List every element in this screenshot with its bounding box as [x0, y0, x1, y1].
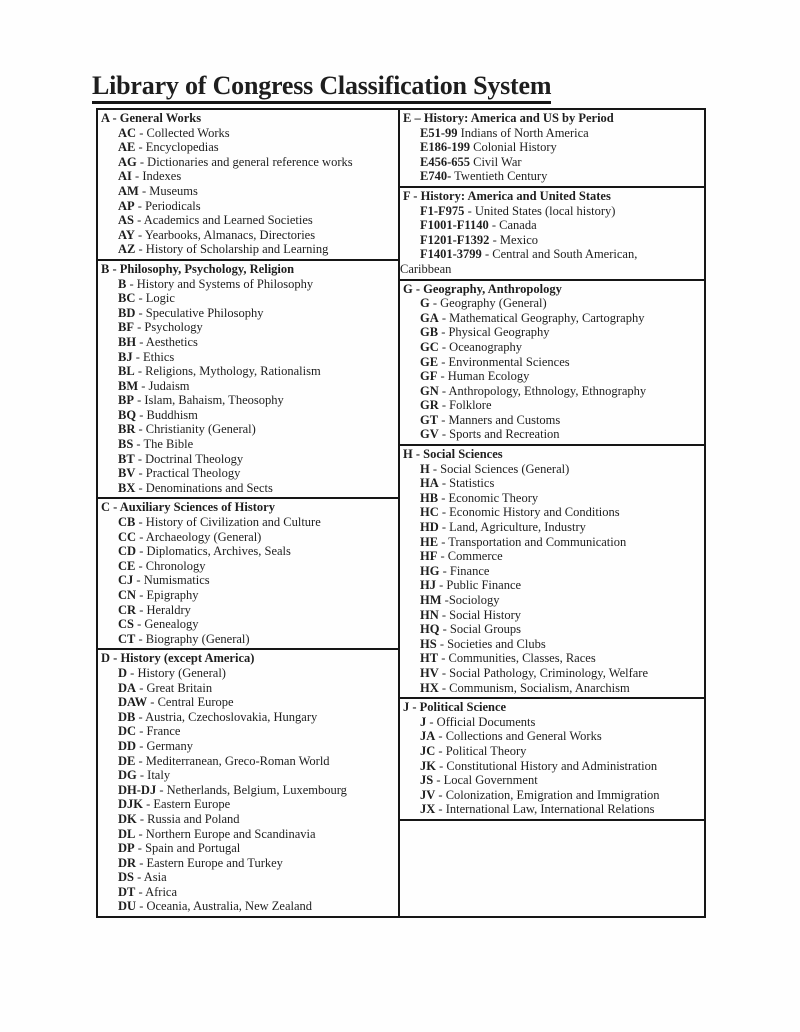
class-description: - Social Groups	[439, 622, 522, 637]
class-description: - Social History	[438, 607, 522, 622]
class-code: CJ	[118, 573, 134, 588]
class-description: - Sports and Recreation	[438, 427, 560, 442]
class-code: F1001-F1140	[420, 218, 489, 233]
class-description: - Italy	[136, 768, 171, 783]
class-code: BH	[118, 334, 137, 349]
class-code: CS	[118, 617, 134, 632]
class-entry	[101, 408, 395, 423]
class-entry	[101, 797, 395, 812]
class-code: DU	[118, 899, 137, 914]
class-description: - Encyclopedias	[135, 140, 219, 155]
class-description: - Museums	[138, 183, 198, 198]
class-entry	[403, 520, 701, 535]
class-entry	[101, 140, 395, 155]
class-entry	[101, 291, 395, 306]
class-code: E456-655	[420, 154, 470, 169]
class-description: - Yearbooks, Almanacs, Directories	[134, 227, 316, 242]
class-entry	[403, 233, 701, 248]
class-description: - Asia	[133, 870, 167, 885]
class-code: GT	[420, 412, 439, 427]
class-description: - Diplomatics, Archives, Seals	[136, 544, 291, 559]
class-description: - Commerce	[437, 549, 503, 564]
class-entry	[403, 296, 701, 311]
class-description: - Central and South American,	[481, 247, 638, 262]
section-header: E – History: America and US by Period	[403, 111, 614, 125]
class-entry	[403, 715, 701, 730]
class-description: - Mediterranean, Greco-Roman World	[135, 753, 330, 768]
class-entry	[403, 325, 701, 340]
class-entry	[403, 126, 701, 141]
class-description: - Practical Theology	[135, 466, 241, 481]
class-description: - Constitutional History and Administration	[435, 758, 658, 773]
class-description: - Numismatics	[133, 573, 210, 588]
class-description: - Social Pathology, Criminology, Welfare	[438, 665, 649, 680]
class-description: - France	[136, 724, 181, 739]
class-code: DS	[118, 870, 134, 885]
class-code: GF	[420, 369, 438, 384]
class-code: BM	[118, 378, 139, 393]
class-description: - Communism, Socialism, Anarchism	[438, 680, 630, 695]
class-entry	[101, 452, 395, 467]
class-description: - Christianity (General)	[135, 422, 256, 437]
class-code: GA	[420, 310, 439, 325]
class-entry	[403, 355, 701, 370]
class-code: AS	[118, 213, 134, 228]
class-entry	[101, 184, 395, 199]
class-code: DD	[118, 738, 137, 753]
section-header: B - Philosophy, Psychology, Religion	[101, 261, 295, 276]
class-code: AI	[118, 169, 132, 184]
class-description: - Africa	[135, 884, 178, 899]
class-code: BV	[118, 466, 136, 481]
class-code: GC	[420, 339, 439, 354]
class-code: AZ	[118, 242, 136, 257]
class-code: D	[118, 665, 128, 680]
class-entry	[403, 593, 701, 608]
class-code: JA	[420, 729, 436, 744]
class-description: - Economic Theory	[438, 490, 539, 505]
class-description: - Oceania, Australia, New Zealand	[136, 899, 313, 914]
class-description: - Folklore	[438, 398, 492, 413]
class-description: - Central Europe	[147, 695, 234, 710]
class-entry	[403, 608, 701, 623]
class-entry	[403, 535, 701, 550]
class-code: CD	[118, 544, 137, 559]
class-code: DT	[118, 884, 136, 899]
class-entry	[101, 812, 395, 827]
section-a	[96, 108, 400, 261]
class-description: - United States (local history)	[464, 203, 616, 218]
class-entry	[403, 681, 701, 696]
class-entry	[403, 773, 701, 788]
class-description: - Archaeology (General)	[136, 529, 262, 544]
class-entry	[403, 744, 701, 759]
class-description: - Chronology	[135, 558, 206, 573]
class-entry	[101, 481, 395, 496]
class-code: B	[118, 276, 127, 291]
class-description: - Oceanography	[438, 339, 523, 354]
class-code: HE	[420, 534, 439, 549]
section-e	[398, 108, 706, 188]
class-entry	[101, 126, 395, 141]
class-description: - Finance	[439, 563, 490, 578]
class-entry	[403, 311, 701, 326]
class-description: - Russia and Poland	[136, 811, 240, 826]
class-entry	[403, 476, 701, 491]
class-entry	[101, 393, 395, 408]
class-entry	[403, 491, 701, 506]
class-entry	[403, 369, 701, 384]
class-description: - Land, Agriculture, Industry	[438, 520, 586, 535]
class-code: F1-F975	[420, 203, 465, 218]
class-entry	[403, 247, 701, 262]
class-entry	[403, 169, 701, 184]
class-code: J	[420, 714, 427, 729]
class-entry	[403, 651, 701, 666]
class-code: BD	[118, 305, 136, 320]
class-description: - Speculative Philosophy	[135, 305, 264, 320]
class-description: - Psychology	[133, 320, 203, 335]
class-code: GN	[420, 383, 439, 398]
class-description: - Dictionaries and general reference works	[136, 154, 353, 169]
class-entry	[101, 632, 395, 647]
class-entry	[101, 588, 395, 603]
class-entry	[403, 140, 701, 155]
class-description: - Human Ecology	[437, 369, 530, 384]
class-description: - Germany	[136, 738, 193, 753]
class-code: DC	[118, 724, 137, 739]
class-entry	[101, 899, 395, 914]
class-code: AC	[118, 125, 137, 140]
class-code: HS	[420, 636, 437, 651]
class-entry	[101, 856, 395, 871]
class-code: BQ	[118, 407, 137, 422]
class-entry	[101, 199, 395, 214]
class-description: - Northern Europe and Scandinavia	[135, 826, 316, 841]
class-description: - Spain and Portugal	[134, 841, 241, 856]
class-code: GE	[420, 354, 439, 369]
class-description: - Collected Works	[136, 125, 230, 140]
class-entry	[101, 228, 395, 243]
class-description: - History (General)	[127, 665, 226, 680]
class-description: - Denominations and Sects	[135, 480, 273, 495]
class-description: - Mexico	[489, 232, 539, 247]
class-description: - Collections and General Works	[435, 729, 602, 744]
class-code: HV	[420, 665, 439, 680]
class-entry	[403, 155, 701, 170]
class-entry	[101, 617, 395, 632]
class-description: - Academics and Learned Societies	[133, 213, 313, 228]
class-code: BT	[118, 451, 135, 466]
class-code: HB	[420, 490, 439, 505]
class-entry	[101, 169, 395, 184]
class-code: AE	[118, 140, 136, 155]
class-description: - Physical Geography	[438, 325, 550, 340]
class-entry	[101, 213, 395, 228]
class-code: DK	[118, 811, 137, 826]
class-code: GR	[420, 398, 439, 413]
class-code: DH-DJ	[118, 782, 157, 797]
class-entry	[403, 666, 701, 681]
class-entry	[101, 827, 395, 842]
class-description: - Political Theory	[435, 743, 527, 758]
class-entry	[101, 783, 395, 798]
class-code: HD	[420, 520, 439, 535]
class-code: F1401-3799	[420, 247, 482, 262]
class-code: HC	[420, 505, 439, 520]
class-entry	[101, 885, 395, 900]
class-code: CB	[118, 515, 136, 530]
column-left	[96, 108, 400, 918]
class-description: - Manners and Customs	[438, 412, 561, 427]
class-description: - Great Britain	[136, 680, 213, 695]
class-description: - Periodicals	[134, 198, 201, 213]
class-code: BS	[118, 437, 134, 452]
class-description: - Social Sciences (General)	[429, 461, 570, 476]
class-description: - Netherlands, Belgium, Luxembourg	[156, 782, 347, 797]
section-b	[96, 259, 400, 500]
class-description: - Judaism	[138, 378, 190, 393]
class-entry	[403, 462, 701, 477]
class-description: - The Bible	[133, 437, 194, 452]
class-code: E740-	[420, 169, 452, 184]
class-code: JS	[420, 773, 434, 788]
class-code: JK	[420, 758, 436, 773]
class-code: DR	[118, 855, 137, 870]
section-empty	[398, 819, 706, 918]
class-description: - Environmental Sciences	[438, 354, 570, 369]
class-description: Indians of North America	[457, 125, 589, 140]
class-code: BF	[118, 320, 134, 335]
class-description: - Eastern Europe	[143, 797, 231, 812]
class-description: Colonial History	[470, 140, 557, 155]
class-entry	[101, 379, 395, 394]
class-description: - Austria, Czechoslovakia, Hungary	[135, 709, 318, 724]
class-description: - Epigraphy	[136, 588, 199, 602]
class-entry	[403, 788, 701, 803]
class-description: - Statistics	[438, 476, 495, 491]
class-code: CE	[118, 558, 136, 573]
class-entry	[101, 350, 395, 365]
class-entry	[101, 544, 395, 559]
class-code: HT	[420, 651, 439, 666]
class-code: BC	[118, 291, 136, 306]
class-description: - International Law, International Relations	[435, 802, 655, 817]
class-description: - Geography (General)	[429, 296, 547, 311]
class-entry	[101, 724, 395, 739]
class-description: - Canada	[488, 218, 537, 233]
class-code: DB	[118, 709, 136, 724]
section-header: H - Social Sciences	[403, 447, 503, 462]
class-entry	[101, 515, 395, 530]
class-entry	[403, 637, 701, 652]
class-description: - Genealogy	[133, 617, 199, 632]
class-code: E186-199	[420, 140, 470, 155]
class-description: - Islam, Bahaism, Theosophy	[133, 393, 284, 408]
class-code: CR	[118, 602, 137, 617]
class-entry	[101, 681, 395, 696]
class-entry	[403, 340, 701, 355]
class-code: HM	[420, 593, 442, 607]
class-code: DJK	[118, 797, 143, 812]
class-description: - History and Systems of Philosophy	[126, 276, 314, 291]
class-code: GB	[420, 325, 439, 340]
class-description: - History of Civilization and Culture	[135, 515, 321, 530]
class-entry	[403, 622, 701, 637]
class-description: - Aesthetics	[136, 334, 198, 349]
class-entry	[101, 530, 395, 545]
class-description: - Religions, Mythology, Rationalism	[134, 364, 321, 379]
class-code: AG	[118, 154, 137, 169]
class-description: - Transportation and Communication	[438, 534, 627, 549]
class-entry	[101, 695, 395, 710]
class-code: BL	[118, 364, 135, 379]
class-entry	[101, 666, 395, 681]
class-code: DL	[118, 826, 136, 841]
class-entry	[403, 384, 701, 399]
section-f	[398, 186, 706, 281]
class-entry	[101, 559, 395, 574]
class-entry	[101, 277, 395, 292]
class-code: DP	[118, 841, 135, 856]
class-description: - Biography (General)	[135, 631, 250, 646]
class-entry	[403, 802, 701, 817]
class-entry	[101, 155, 395, 170]
section-d	[96, 648, 400, 918]
class-code: DA	[118, 680, 137, 695]
class-entry	[101, 335, 395, 350]
page-title: Library of Congress Classification System	[92, 72, 551, 104]
class-description: Twentieth Century	[451, 169, 548, 184]
class-description: - Buddhism	[136, 407, 198, 422]
class-entry	[403, 564, 701, 579]
class-entry	[403, 578, 701, 593]
class-description: - Heraldry	[136, 602, 191, 617]
section-g	[398, 279, 706, 447]
class-code: AM	[118, 183, 139, 198]
class-entry	[101, 603, 395, 618]
section-header: A - General Works	[101, 111, 202, 125]
class-code: CN	[118, 588, 137, 602]
section-header: J - Political Science	[403, 700, 507, 715]
class-code: BP	[118, 393, 134, 408]
class-code: AP	[118, 198, 135, 213]
class-code: JC	[420, 743, 436, 758]
class-code: BX	[118, 480, 136, 495]
class-entry	[101, 573, 395, 588]
class-entry	[101, 768, 395, 783]
class-entry	[101, 466, 395, 481]
class-code: BJ	[118, 349, 133, 364]
class-entry	[403, 218, 701, 233]
class-code: HG	[420, 563, 440, 578]
section-header: D - History (except America)	[101, 651, 255, 666]
class-code: F1201-F1392	[420, 232, 490, 247]
section-j	[398, 697, 706, 821]
column-right	[398, 108, 706, 918]
class-entry	[403, 413, 701, 428]
class-description: - Societies and Clubs	[436, 636, 546, 651]
class-description: - History of Scholarship and Learning	[135, 242, 329, 257]
class-description: - Anthropology, Ethnology, Ethnography	[438, 383, 647, 398]
class-entry	[403, 729, 701, 744]
class-entry	[101, 841, 395, 856]
class-code: CC	[118, 529, 137, 544]
class-code: H	[420, 461, 430, 476]
class-entry	[403, 759, 701, 774]
class-description: - Logic	[135, 291, 175, 306]
class-code: E51-99	[420, 125, 458, 140]
section-header: C - Auxiliary Sciences of History	[101, 500, 275, 515]
class-code: BR	[118, 422, 136, 437]
class-code: G	[420, 296, 430, 311]
class-description: - Eastern Europe and Turkey	[136, 855, 283, 870]
class-code: HX	[420, 680, 439, 695]
class-description: - Local Government	[433, 773, 538, 788]
class-entry	[101, 306, 395, 321]
class-description: - Doctrinal Theology	[134, 451, 244, 466]
class-entry	[101, 422, 395, 437]
class-entry	[101, 437, 395, 452]
wrapped-continuation: Caribbean	[400, 261, 452, 276]
class-entry	[101, 242, 395, 257]
class-entry	[403, 398, 701, 413]
section-c	[96, 497, 400, 650]
class-code: JX	[420, 802, 436, 817]
class-entry	[403, 427, 701, 442]
class-description: - Official Documents	[426, 714, 536, 729]
class-code: HF	[420, 549, 438, 564]
class-code: HN	[420, 607, 439, 622]
class-code: HQ	[420, 622, 440, 637]
class-code: DE	[118, 753, 136, 768]
class-description: - Mathematical Geography, Cartography	[438, 310, 645, 325]
class-description: - Communities, Classes, Races	[438, 651, 596, 666]
section-h	[398, 444, 706, 699]
class-code: CT	[118, 631, 136, 646]
class-description: - Colonization, Emigration and Immigration	[435, 787, 660, 802]
class-code: JV	[420, 787, 436, 802]
section-header: F - History: America and United States	[403, 188, 611, 203]
class-entry	[101, 320, 395, 335]
section-header: G - Geography, Anthropology	[403, 281, 562, 296]
classification-table	[96, 108, 706, 918]
class-description: - Public Finance	[435, 578, 522, 593]
class-entry	[101, 739, 395, 754]
class-entry	[403, 204, 701, 219]
class-code: DAW	[118, 695, 148, 710]
class-description: - Economic History and Conditions	[438, 505, 620, 520]
class-code: GV	[420, 427, 439, 442]
class-code: AY	[118, 227, 135, 242]
class-code: DG	[118, 768, 137, 783]
class-entry	[403, 505, 701, 520]
class-code: HA	[420, 476, 439, 491]
class-entry	[101, 870, 395, 885]
class-code: HJ	[420, 578, 436, 593]
class-description: Civil War	[470, 154, 522, 169]
class-description: - Ethics	[132, 349, 175, 364]
class-entry	[101, 754, 395, 769]
class-description: -Sociology	[441, 593, 500, 607]
class-entry	[101, 710, 395, 725]
class-entry	[403, 549, 701, 564]
class-description: - Indexes	[131, 169, 182, 184]
class-entry	[101, 364, 395, 379]
